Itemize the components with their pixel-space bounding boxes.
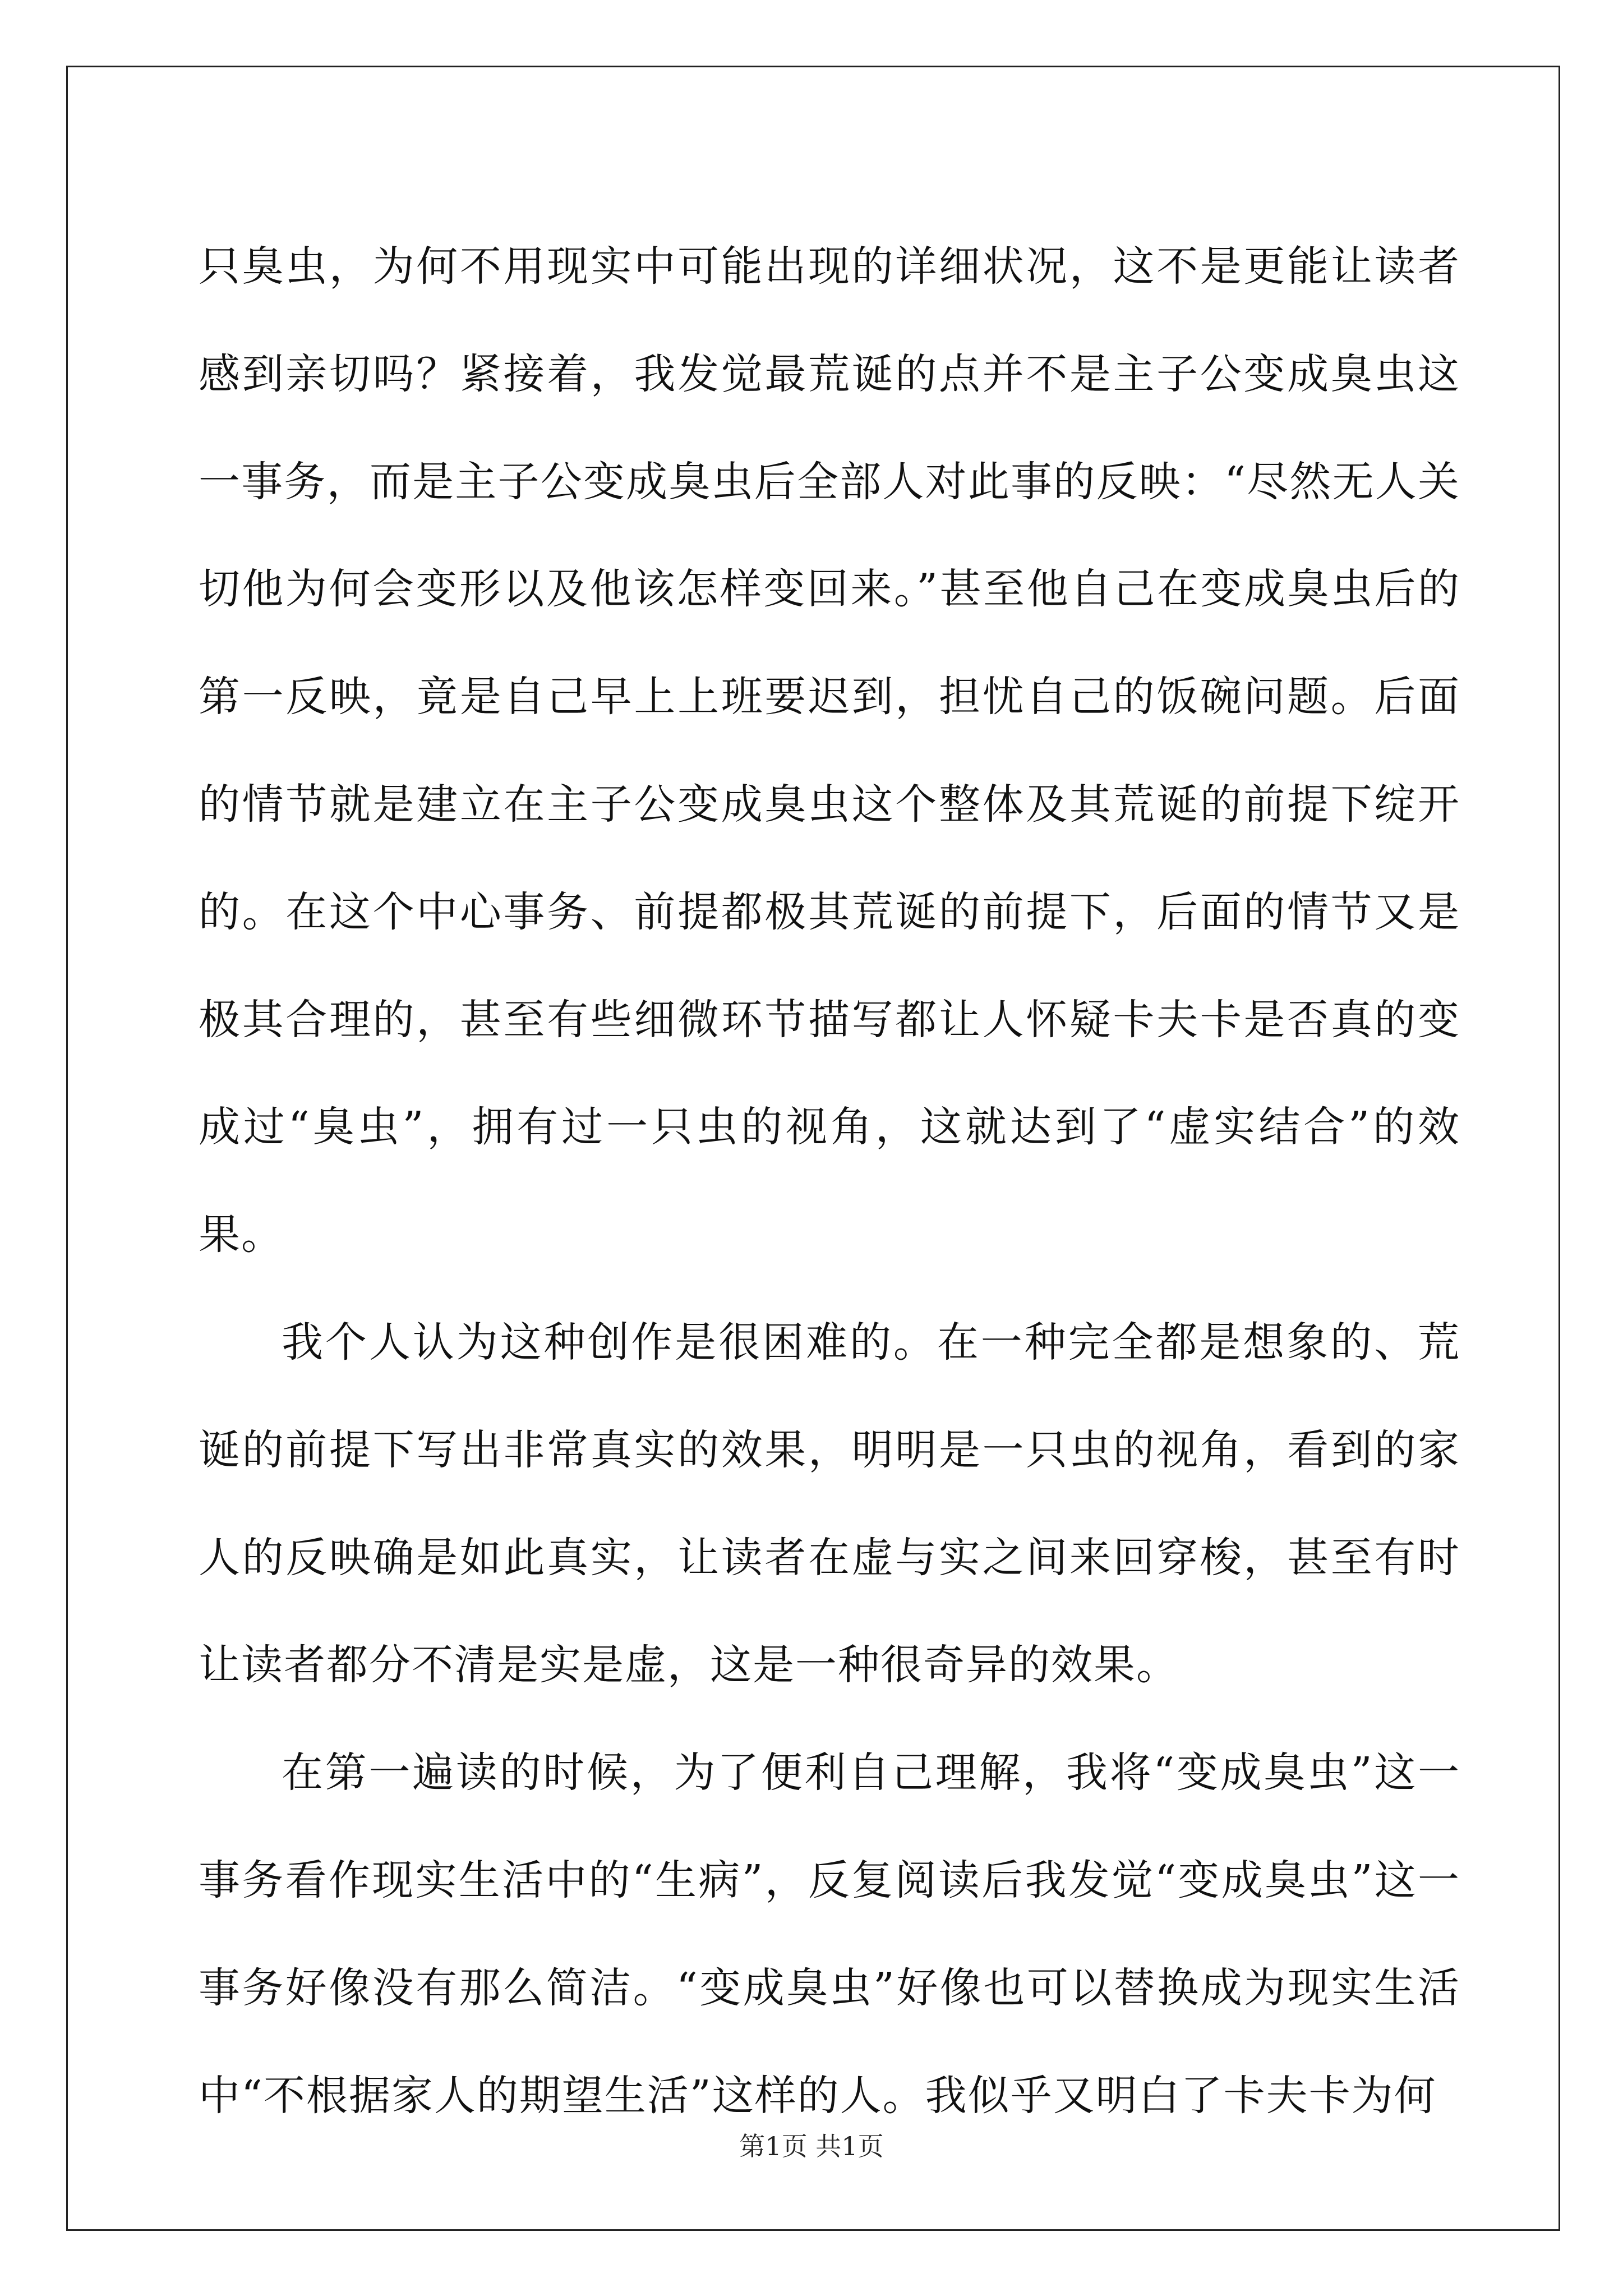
paragraph-2: 我个人认为这种创作是很困难的。在一种完全都是想象的、荒诞的前提下写出非常真实的效果，明明是一只虫的视角，看到的家人的反映确是如此真实，让读者在虚与实之间来回穿梭，甚至有时让读者都分不清是实是虚，这是一种很奇异的效果。: [199, 1318, 1460, 1690]
page-footer: 第1页 共1页: [739, 2131, 884, 2161]
paragraph-3: 在第一遍读的时候，为了便利自己理解，我将“变成臭虫”这一事务看作现实生活中的“生病”，反复阅读后我发觉“变成臭虫”这一事务好像没有那么简洁。“变成臭虫”好像也可以替换成为现实生活中“不根据家人的期望生活”这样的人。我似乎又明白了卡夫卡为何: [199, 1749, 1460, 2120]
document-body: [199, 213, 1460, 2150]
paragraph-1: 只臭虫，为何不用现实中可能出现的详细状况，这不是更能让读者感到亲切吗？紧接着，我发觉最荒诞的点并不是主子公变成臭虫这一事务，而是主子公变成臭虫后全部人对此事的反映：“尽然无人关切他为何会变形以及他该怎样变回来。”甚至他自己在变成臭虫后的第一反映，竟是自己早上上班要迟到，担忧自己的饭碗问题。后面的情节就是建立在主子公变成臭虫这个整体及其荒诞的前提下绽开的。在这个中心事务、前提都极其荒诞的前提下，后面的情节又是极其合理的，甚至有些细微环节描写都让人怀疑卡夫卡是否真的变成过“臭虫”，拥有过一只虫的视角，这就达到了“虚实结合”的效果。: [199, 242, 1460, 1259]
